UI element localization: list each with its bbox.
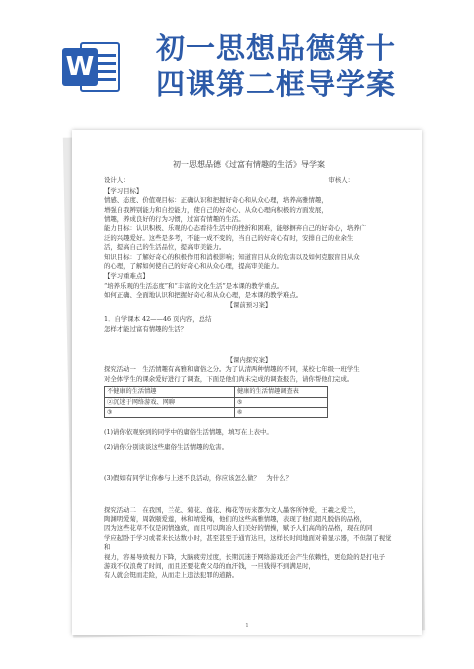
word-document-icon <box>62 38 124 96</box>
page-title <box>156 30 466 102</box>
page-title-line-1: 初一思想品德第十 <box>156 31 397 65</box>
table-cell: 健康的生活情趣调查表 <box>235 387 328 397</box>
document-preview <box>72 130 422 635</box>
question-line: (3)假如有同学让你参与上述不良活动，你应该怎么做？ 为什么？ <box>104 474 292 483</box>
preview-item: 怎样才能过富有情趣的生活？ <box>104 324 188 333</box>
designer-label: 设计人： <box>104 176 130 185</box>
table-cell: 不健康的生活情趣 <box>105 387 235 397</box>
table-row <box>105 407 328 417</box>
activity2-line: 因为这些花草不仅是闲情逸致，而且可以陶冶人们美好的情操，赋予人们高尚的品格，现在的同 <box>104 524 373 533</box>
doc-title: 初一思想品德《过富有情趣的生活》导学案 <box>173 160 325 169</box>
inquiry-heading: 【课内探究案】 <box>226 355 272 364</box>
goals-line: 情趣，养成良好的行为习惯，过富有情趣的生活。 <box>104 215 245 224</box>
goals-line: 情感、态度、价值观目标：正确认识和把握好奇心和从众心理，培养高雅情趣， <box>104 196 328 205</box>
page-title-line-2: 四课第二框导学案 <box>156 67 397 101</box>
designer-row <box>104 176 394 185</box>
page-number: 1 <box>245 623 249 629</box>
key-point-line: 如何正确、全面地认识和把握好奇心和从众心理，是本课的教学难点。 <box>104 291 303 300</box>
table-cell: ⑥ <box>235 407 328 417</box>
goals-line: 知识目标：了解好奇心的积极作用和消极影响；知道盲目从众的危害以及如何克服盲目从众 <box>104 252 360 261</box>
goals-line: 能力目标：认识积极、乐观的心态看待生活中的挫折和困难，能够摒弃自己的好奇心，培养广 <box>104 224 367 233</box>
activity2-line: 游戏不仅浪费了时间，而且还要花费父母的血汗钱，一旦钱得不到满足时， <box>104 562 315 570</box>
activity2-line: 有人就会铤而走险，从而走上违法犯罪的道路。 <box>104 571 239 580</box>
goals-heading: 【学习目标】 <box>104 186 143 195</box>
activity2-line: 陶渊明爱菊，周敦颐爱莲，林和靖爱梅，他们的这些高雅情趣，表现了他们超凡脱俗的品格， <box>104 514 367 523</box>
preview-heading: 【课前预习案】 <box>226 300 272 309</box>
activity2-line: 视力，容易导致视力下降，大脑疲劳过度，长期沉迷于网络游戏还会产生依赖性，更危险的是打电子 <box>104 552 386 561</box>
word-letter-badge: W <box>62 48 98 86</box>
preview-item: 1．自学课本 42——46 页内容，总结 <box>104 315 212 324</box>
activity2-line: 探究活动二 在我国，兰花、菊花、莲花、梅花等历来都为文人墨客所钟爱，王羲之爱兰， <box>104 505 360 514</box>
table-cell: ③ <box>105 407 235 417</box>
goals-line: 活，提高自己的生活品位，提高审美能力。 <box>104 243 226 252</box>
goals-line: 的心理，了解如何使自己的好奇心和从众心理，提高审美能力。 <box>104 262 283 271</box>
key-points-heading: 【学习重难点】 <box>104 272 149 281</box>
document-body <box>104 160 394 581</box>
activity1-line: 对全体学生的课余爱好进行了调查，下面是他们尚未完成的调查报告，请你帮他们完成。 <box>104 374 354 383</box>
table-cell: ②沉迷于网络游戏、网聊 <box>105 397 235 407</box>
survey-table <box>104 386 328 418</box>
table-row <box>105 387 328 397</box>
goals-line: 泛的兴趣爱好。这些是多考，不能一成不变的，当自己的好奇心有时，安排自己的业余生 <box>104 233 354 242</box>
activity1-line: 探究活动一 生活情趣有高雅和庸俗之分。为了认清两种情趣的不同，某校七年级一班学生 <box>104 365 360 374</box>
question-line: (2)请你分别谈谈这些庸俗生活情趣的危害。 <box>104 442 229 451</box>
activity2-line: 学应起卧于学习或者来长达数小时，甚至甚至于通宵达旦，这样长时间地面对着显示器，不但制了视觉和 <box>104 533 392 552</box>
key-point-line: “培养乐观的生活态度”和“丰富的文化生活”是本课的教学重点。 <box>104 281 284 290</box>
table-row <box>105 397 328 407</box>
table-cell: ⑤ <box>235 397 328 407</box>
goals-line: 增强自我辨别能力和自控能力，使自己的好奇心、从众心理向积极的方面发展， <box>104 205 328 214</box>
reviewer-label: 审核人： <box>328 176 354 185</box>
page-header <box>0 0 474 118</box>
question-line: (1)请你依观察到的同学中的庸俗生活情趣，填写在上表中。 <box>104 428 273 437</box>
